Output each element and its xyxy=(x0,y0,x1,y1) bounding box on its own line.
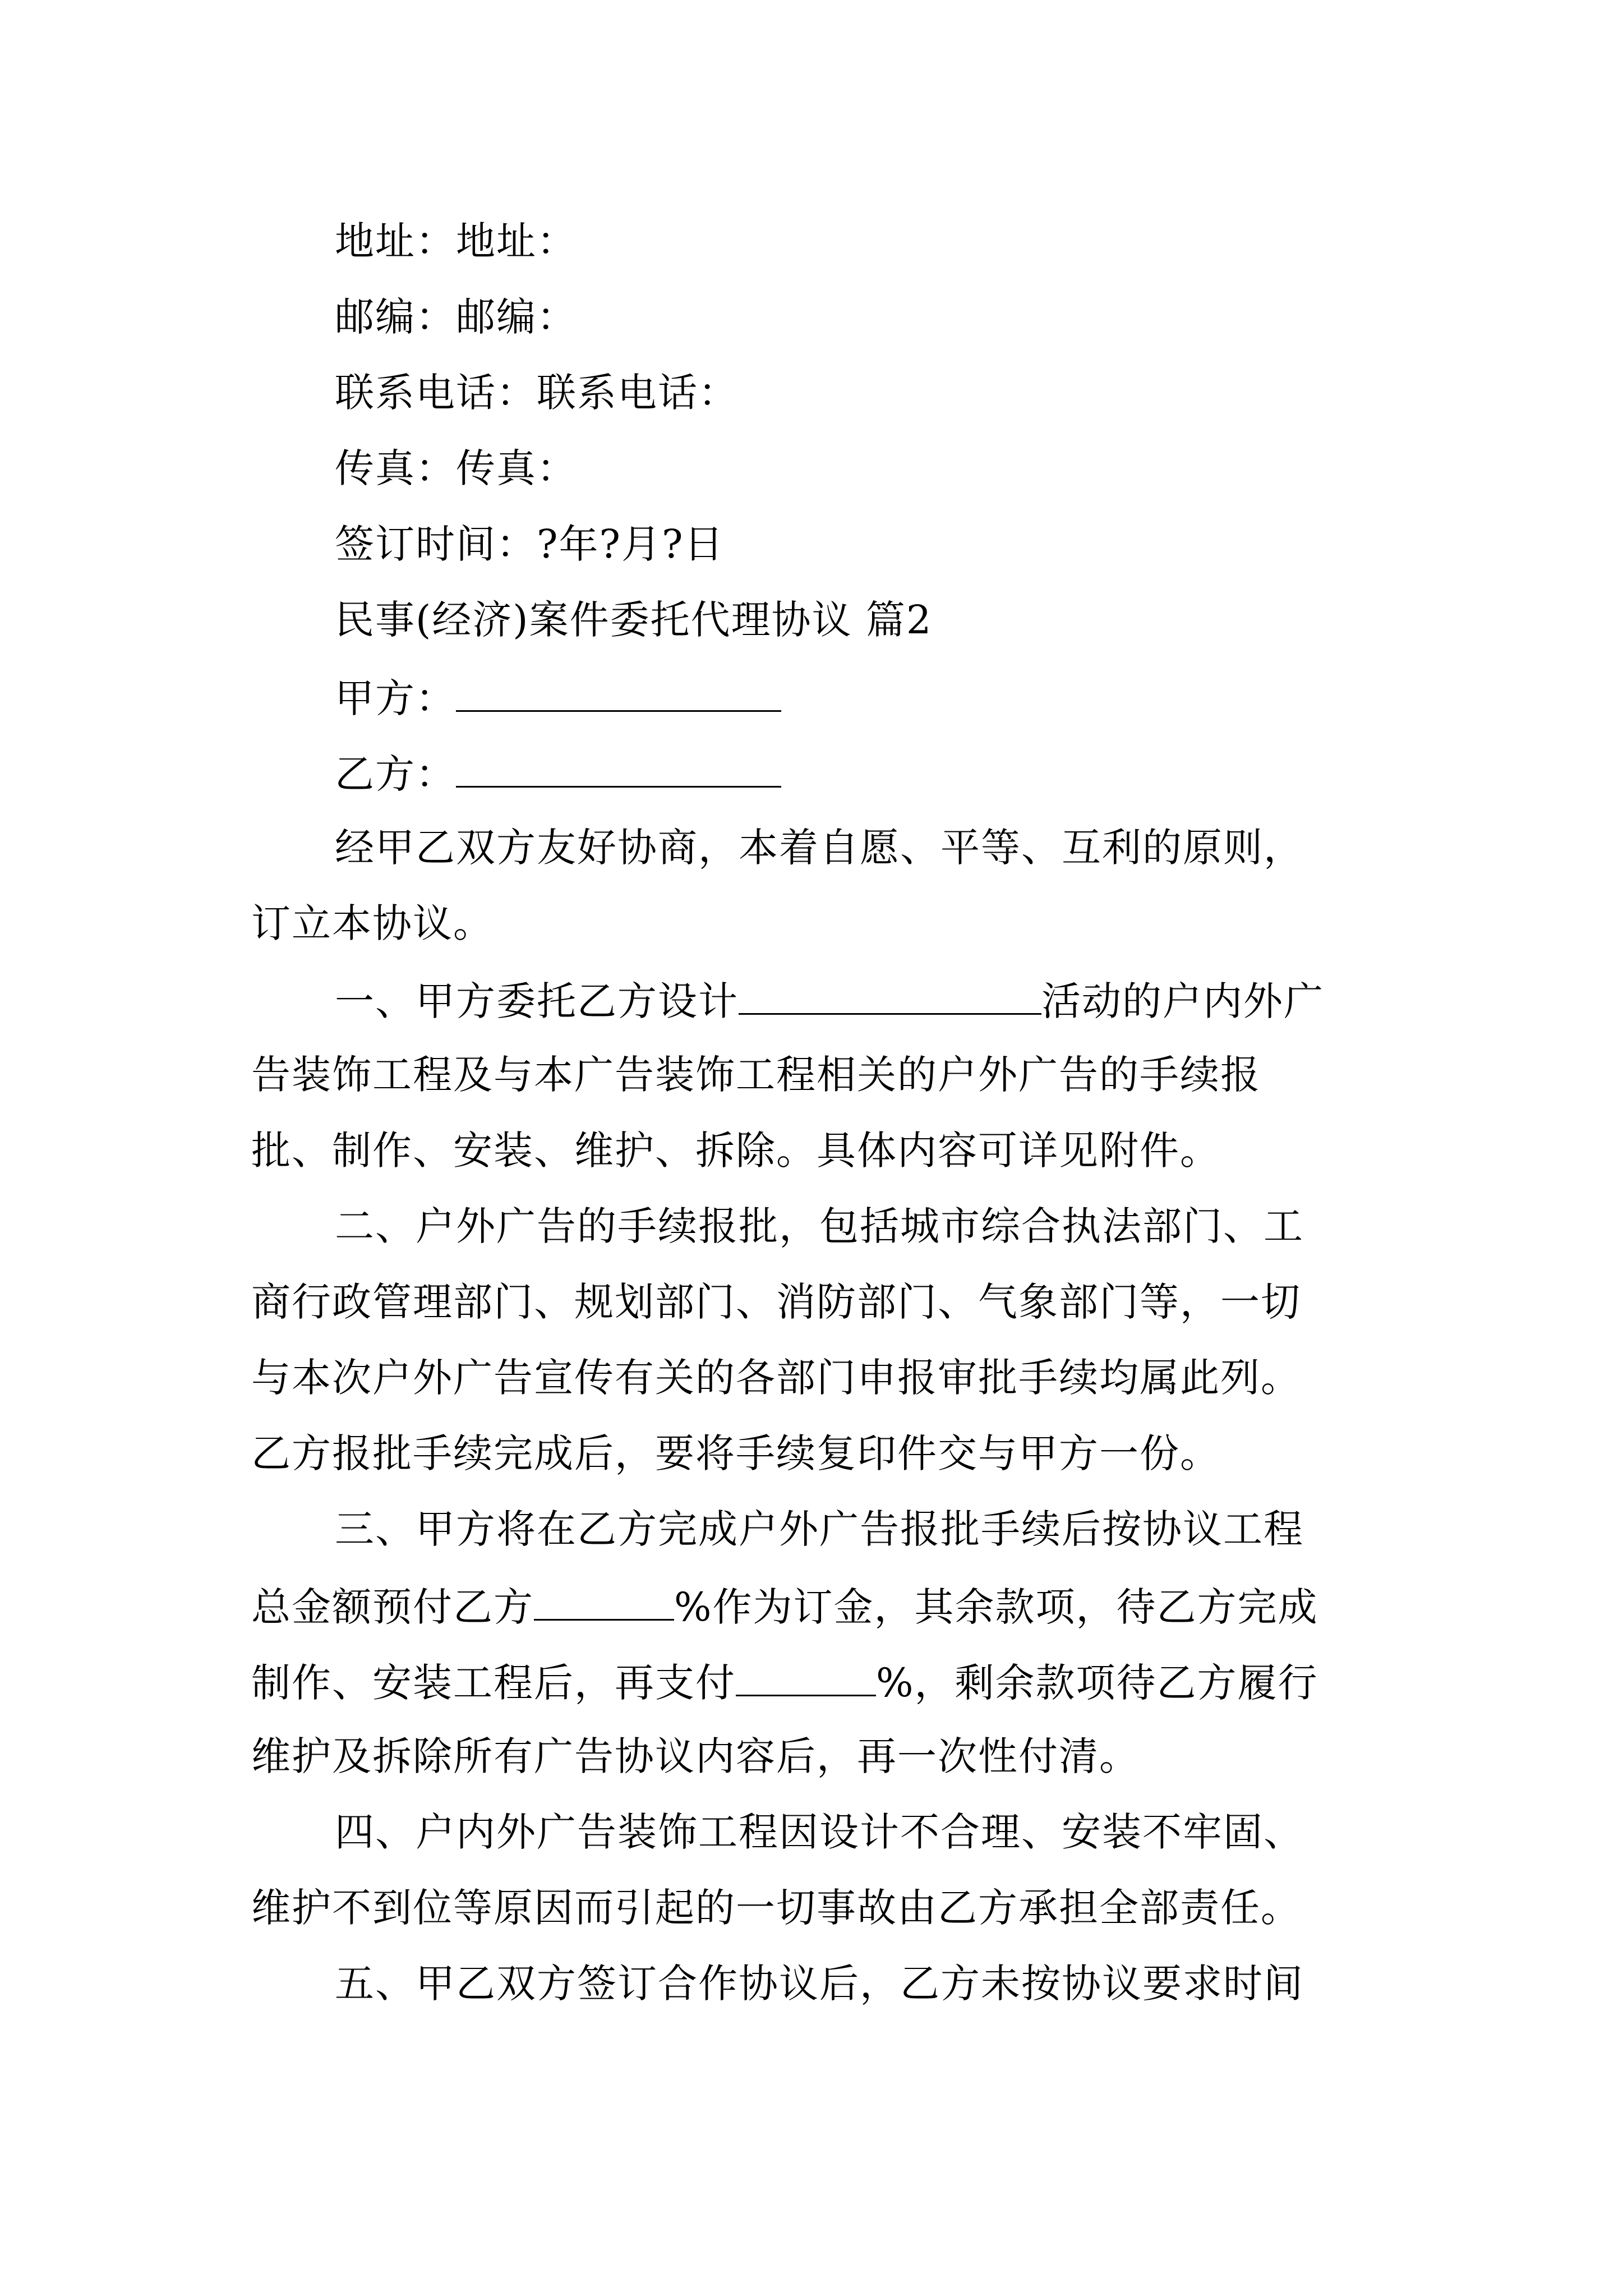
deposit-percent-blank xyxy=(534,1580,674,1621)
clause3-text-d: %，剩余款项待乙方履行 xyxy=(876,1660,1318,1706)
section-title: 民事(经济)案件委托代理协议 篇2 xyxy=(335,597,933,643)
postcode-line: 邮编：邮编： xyxy=(335,294,577,340)
clause3-text-a: 总金额预付乙方 xyxy=(251,1584,534,1630)
party-a-line xyxy=(335,671,781,724)
second-payment-blank xyxy=(736,1655,876,1696)
phone-line: 联系电话：联系电话： xyxy=(335,370,739,416)
clause1-line-1 xyxy=(335,974,1324,1027)
fax-line: 传真：传真： xyxy=(335,445,577,491)
clause3-line-1: 三、甲方将在乙方完成户外广告报批手续后按协议工程 xyxy=(335,1506,1304,1552)
clause2-line-4: 乙方报批手续完成后，要将手续复印件交与甲方一份。 xyxy=(251,1430,1220,1476)
sign-date-line: 签订时间：?年?月?日 xyxy=(335,521,725,567)
clause3-line-3 xyxy=(251,1655,1318,1708)
clause4-line-2: 维护不到位等原因而引起的一切事故由乙方承担全部责任。 xyxy=(251,1885,1301,1931)
clause1-text-a: 一、甲方委托乙方设计 xyxy=(335,978,739,1024)
clause3-text-c: 制作、安装工程后，再支付 xyxy=(251,1660,736,1706)
activity-blank xyxy=(739,974,1041,1015)
intro-line-1: 经甲乙双方友好协商，本着自愿、平等、互利的原则， xyxy=(335,825,1304,871)
clause1-line-2: 告装饰工程及与本广告装饰工程相关的户外广告的手续报 xyxy=(251,1052,1261,1098)
clause3-line-4: 维护及拆除所有广告协议内容后，再一次性付清。 xyxy=(251,1733,1140,1779)
clause3-text-b: %作为订金，其余款项，待乙方完成 xyxy=(674,1584,1318,1630)
intro-line-2: 订立本协议。 xyxy=(251,900,494,946)
clause2-line-2: 商行政管理部门、规划部门、消防部门、气象部门等，一切 xyxy=(251,1279,1301,1325)
clause3-line-2 xyxy=(251,1580,1318,1632)
party-b-label: 乙方： xyxy=(335,751,456,797)
clause5-line-1: 五、甲乙双方签订合作协议后，乙方未按协议要求时间 xyxy=(335,1961,1304,2007)
party-a-label: 甲方： xyxy=(335,675,456,721)
clause1-line-3: 批、制作、安装、维护、拆除。具体内容可详见附件。 xyxy=(251,1128,1220,1174)
address-line: 地址：地址： xyxy=(335,218,577,264)
party-a-blank xyxy=(456,671,781,712)
party-b-line xyxy=(335,747,781,799)
party-b-blank xyxy=(456,747,781,788)
clause1-text-b: 活动的户内外广 xyxy=(1041,978,1324,1024)
clause4-line-1: 四、户内外广告装饰工程因设计不合理、安装不牢固、 xyxy=(335,1809,1304,1855)
clause2-line-1: 二、户外广告的手续报批，包括城市综合执法部门、工 xyxy=(335,1203,1304,1249)
clause2-line-3: 与本次户外广告宣传有关的各部门申报审批手续均属此列。 xyxy=(251,1355,1301,1401)
